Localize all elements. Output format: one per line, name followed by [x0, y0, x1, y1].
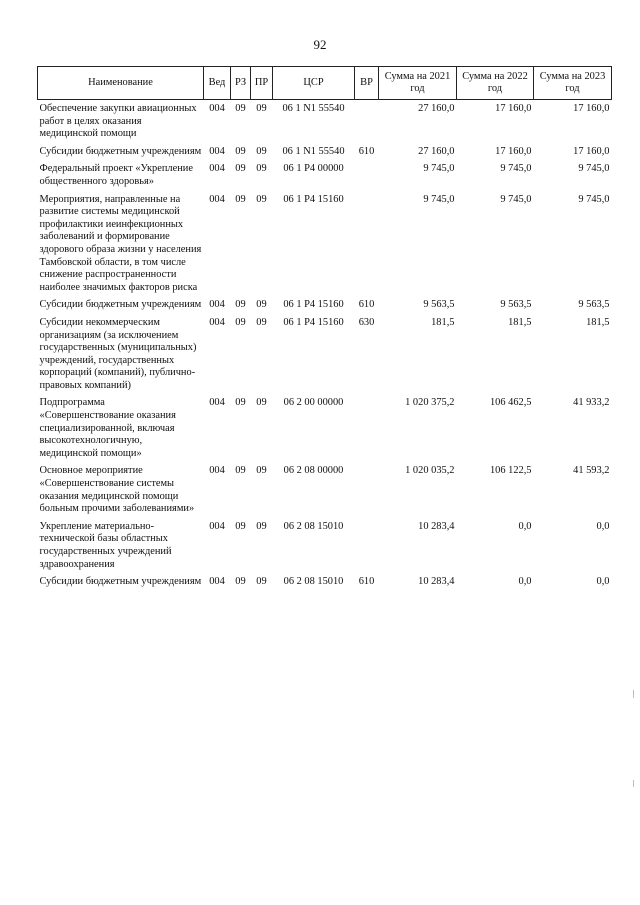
- header-vr: ВР: [355, 67, 379, 100]
- cell-ved: 004: [209, 465, 225, 477]
- cell-name: Субсидии некоммерческим организациям (за исключением государственных (муниципальных) учреждений, государственных корпораций (компаний), публично-правовых компаний): [39, 316, 197, 391]
- table-row: [38, 296, 612, 314]
- header-csr: ЦСР: [273, 67, 355, 100]
- table-row: [38, 160, 612, 190]
- cell-sum-2023: 9 563,5: [578, 299, 610, 311]
- cell-pr: 09: [256, 576, 267, 588]
- table-body: [38, 100, 612, 591]
- cell-rz: 09: [235, 316, 246, 328]
- cell-ved: 004: [209, 520, 225, 532]
- cell-sum-2021: 10 283,4: [418, 520, 455, 532]
- cell-csr: 06 2 08 00000: [283, 465, 344, 477]
- cell-vr: [355, 100, 379, 143]
- cell-pr: 09: [256, 163, 267, 175]
- cell-pr: 09: [256, 193, 267, 205]
- cell-sum-2021: 9 745,0: [423, 193, 455, 205]
- cell-ved: 004: [209, 163, 225, 175]
- cell-pr: 09: [256, 299, 267, 311]
- cell-vr: 610: [358, 145, 375, 157]
- cell-ved: 004: [209, 397, 225, 409]
- header-ved: Вед: [204, 67, 231, 100]
- cell-sum-2022: 106 122,5: [489, 465, 532, 477]
- cell-name: Мероприятия, направленные на развитие системы медицинской профилактики иеинфекционных заболеваний и формирование здорового образа жизни у населения Тамбовской области, в том числе снижение распространенности наиболее значимых факторов риска: [39, 193, 202, 293]
- cell-sum-2021: 27 160,0: [418, 145, 455, 157]
- cell-vr: [355, 462, 379, 517]
- scan-edge-mark: [633, 780, 634, 787]
- cell-pr: 09: [256, 397, 267, 409]
- header-rz: РЗ: [231, 67, 251, 100]
- cell-name: Укрепление материально-технической базы областных государственных учреждений здравоохранения: [39, 520, 172, 570]
- cell-vr: [355, 394, 379, 462]
- cell-vr: 610: [358, 576, 375, 588]
- cell-sum-2022: 9 745,0: [500, 163, 532, 175]
- cell-sum-2021: 181,5: [431, 316, 455, 328]
- header-sum-2021: Сумма на 2021 год: [379, 67, 457, 100]
- cell-sum-2021: 9 563,5: [423, 299, 455, 311]
- cell-name: Федеральный проект «Укрепление общественного здоровья»: [39, 163, 193, 187]
- cell-sum-2023: 41 593,2: [573, 465, 610, 477]
- scan-edge-mark: [633, 690, 634, 698]
- table-row: [38, 100, 612, 143]
- cell-pr: 09: [256, 520, 267, 532]
- cell-sum-2023: 181,5: [586, 316, 610, 328]
- cell-rz: 09: [235, 520, 246, 532]
- cell-pr: 09: [256, 465, 267, 477]
- table-row: [38, 573, 612, 591]
- cell-csr: 06 1 P4 15160: [283, 193, 344, 205]
- header-sum-2023: Сумма на 2023 год: [534, 67, 612, 100]
- cell-sum-2022: 0,0: [518, 576, 532, 588]
- cell-sum-2022: 9 563,5: [500, 299, 532, 311]
- cell-csr: 06 1 N1 55540: [282, 145, 345, 157]
- cell-csr: 06 1 P4 00000: [283, 163, 344, 175]
- cell-pr: 09: [256, 103, 267, 114]
- cell-vr: [355, 191, 379, 297]
- table-row: [38, 191, 612, 297]
- cell-rz: 09: [235, 299, 246, 311]
- cell-sum-2021: 1 020 375,2: [405, 397, 455, 409]
- cell-sum-2023: 0,0: [596, 576, 610, 588]
- table-row: [38, 462, 612, 517]
- cell-name: Основное мероприятие «Совершенствование системы оказания медицинской помощи больным прочими заболеваниями»: [39, 465, 195, 515]
- cell-vr: [355, 518, 379, 573]
- cell-rz: 09: [235, 145, 246, 157]
- cell-rz: 09: [235, 465, 246, 477]
- cell-sum-2022: 17 160,0: [495, 103, 532, 114]
- cell-csr: 06 2 00 00000: [283, 397, 344, 409]
- cell-rz: 09: [235, 397, 246, 409]
- table-row: [38, 314, 612, 395]
- cell-sum-2022: 9 745,0: [500, 193, 532, 205]
- cell-sum-2021: 10 283,4: [418, 576, 455, 588]
- header-pr: ПР: [251, 67, 273, 100]
- cell-csr: 06 1 N1 55540: [282, 103, 345, 114]
- cell-sum-2022: 181,5: [508, 316, 532, 328]
- cell-pr: 09: [256, 145, 267, 157]
- table-row: [38, 518, 612, 573]
- cell-sum-2022: 106 462,5: [489, 397, 532, 409]
- cell-sum-2022: 0,0: [518, 520, 532, 532]
- cell-name: Субсидии бюджетным учреждениям: [39, 299, 202, 311]
- cell-sum-2021: 1 020 035,2: [405, 465, 455, 477]
- table-header: [38, 67, 612, 100]
- cell-vr: 610: [358, 299, 375, 311]
- cell-sum-2023: 9 745,0: [578, 163, 610, 175]
- cell-rz: 09: [235, 193, 246, 205]
- cell-sum-2022: 17 160,0: [495, 145, 532, 157]
- cell-ved: 004: [209, 316, 225, 328]
- cell-ved: 004: [209, 299, 225, 311]
- cell-name: Обеспечение закупки авиационных работ в целях оказания медицинской помощи: [39, 103, 197, 140]
- table-row: [38, 394, 612, 462]
- cell-sum-2021: 9 745,0: [423, 163, 455, 175]
- header-name: Наименование: [38, 67, 204, 100]
- cell-name: Субсидии бюджетным учреждениям: [39, 145, 202, 157]
- cell-csr: 06 1 P4 15160: [283, 316, 344, 328]
- cell-csr: 06 2 08 15010: [283, 576, 344, 588]
- cell-sum-2023: 0,0: [596, 520, 610, 532]
- budget-table: [37, 66, 612, 591]
- cell-vr: 630: [358, 316, 375, 328]
- cell-pr: 09: [256, 316, 267, 328]
- cell-csr: 06 2 08 15010: [283, 520, 344, 532]
- cell-rz: 09: [235, 163, 246, 175]
- cell-ved: 004: [209, 103, 225, 114]
- cell-rz: 09: [235, 576, 246, 588]
- cell-ved: 004: [209, 145, 225, 157]
- cell-sum-2023: 17 160,0: [573, 145, 610, 157]
- page-number: 92: [313, 37, 327, 52]
- cell-name: Субсидии бюджетным учреждениям: [39, 576, 202, 588]
- header-sum-2022: Сумма на 2022 год: [457, 67, 534, 100]
- cell-rz: 09: [235, 103, 246, 114]
- cell-ved: 004: [209, 193, 225, 205]
- cell-csr: 06 1 P4 15160: [283, 299, 344, 311]
- cell-sum-2023: 17 160,0: [573, 103, 610, 114]
- table-row: [38, 143, 612, 161]
- cell-sum-2023: 9 745,0: [578, 193, 610, 205]
- cell-sum-2021: 27 160,0: [418, 103, 455, 114]
- cell-name: Подпрограмма «Совершенствование оказания специализированной, включая высокотехнологичную, медицинской помощи»: [39, 397, 176, 459]
- cell-vr: [355, 160, 379, 190]
- cell-ved: 004: [209, 576, 225, 588]
- cell-sum-2023: 41 933,2: [573, 397, 610, 409]
